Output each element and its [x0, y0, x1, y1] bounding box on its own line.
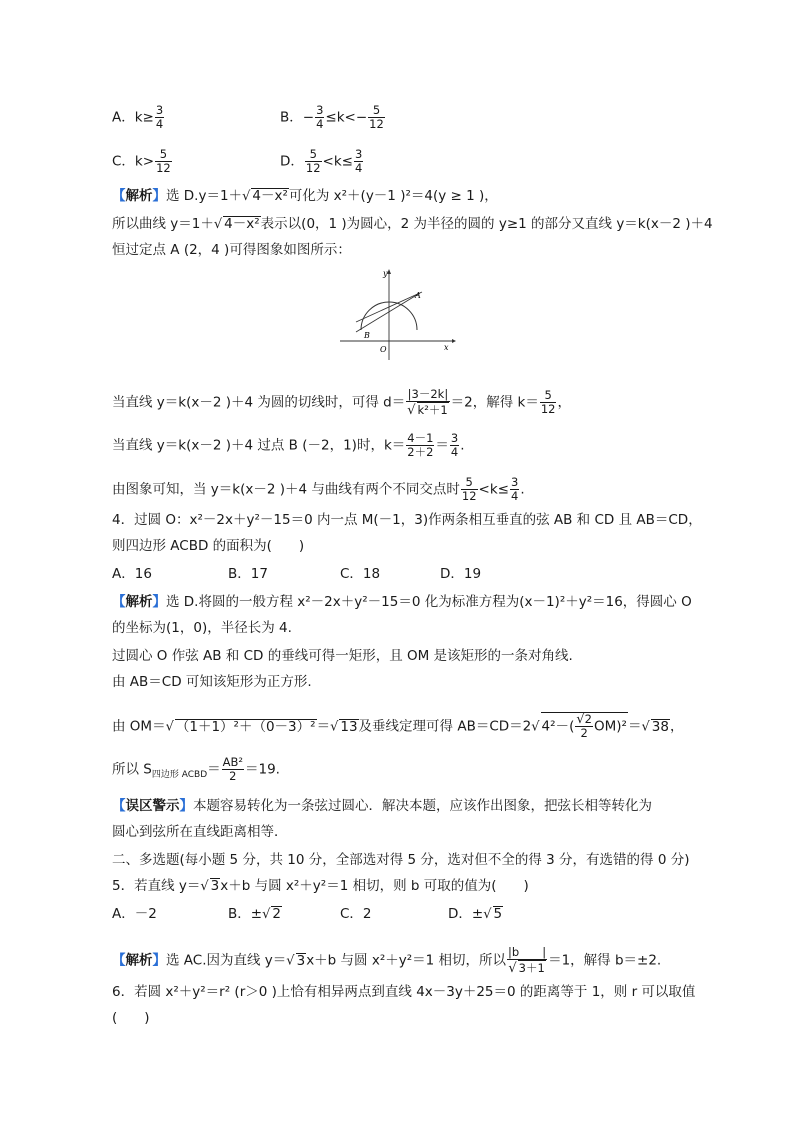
q5-analysis: 【解析】选 AC.因为直线 y＝√ 3x＋b 与圆 x²＋y²＝1 相切，所以 $\frac{|b |}{√ 3+1}$ ＝1，解得 b＝±2.	[112, 945, 662, 976]
q3-option-c: C．k> $\frac{5}{12}$	[112, 147, 171, 175]
analysis-tag: 【解析】	[112, 952, 166, 969]
analysis-tag: 【解析】	[112, 188, 166, 204]
q4-analysis-line1: 【解析】选 D.将圆的一般方程 x²－2x＋y²－15＝0 化为标准方程为(x－1)²＋y²＝16，得圆心 O	[112, 594, 692, 610]
q3-analysis-line2: 所以曲线 y＝1＋√ 4－x²表示以(0，1 )为圆心，2 为半径的圆的 y≥1 的部分又直线 y＝k(x－2 )＋4	[112, 216, 713, 232]
q6-stem-line2: ( )	[112, 1010, 150, 1026]
q3-option-d: D． $\frac{5}{12}$ <k≤ $\frac{3}{4}$	[280, 147, 363, 175]
q3-analysis-line6: 由图象可知，当 y＝k(x－2 )＋4 与曲线有两个不同交点时 $\frac{5}{12}$ <k≤ $\frac{3}{4}$ .	[112, 475, 525, 503]
q5-option-c: C．2	[340, 906, 372, 922]
q4-analysis-line3: 过圆心 O 作弦 AB 和 CD 的垂线可得一矩形，且 OM 是该矩形的一条对角线.	[112, 648, 573, 664]
q4-option-a: A．16	[112, 566, 152, 582]
q3-analysis-line1: 【解析】选 D.y＝1＋√ 4－x²可化为 x²＋(y－1 )²＝4(y ≥ 1 )，	[112, 188, 498, 204]
x-axis-arrow	[452, 339, 456, 343]
q5-option-a: A．－2	[112, 906, 157, 922]
q4-option-c: C．18	[340, 566, 381, 582]
q4-option-b: B．17	[228, 566, 268, 582]
q4-warning-line1: 【误区警示】本题容易转化为一条弦过圆心．解决本题，应该作出图象，把弦长相等转化为	[112, 798, 652, 814]
q4-option-d: D．19	[440, 566, 482, 582]
warning-tag: 【误区警示】	[112, 798, 193, 814]
q4-analysis-line4: 由 AB＝CD 可知该矩形为正方形.	[112, 674, 312, 690]
q5-option-d: D．±√ 5	[448, 906, 503, 922]
graph-label-y: y	[383, 269, 388, 278]
circle-line-graph	[340, 268, 456, 360]
q3-option-b: B．− $\frac{3}{4}$ ≤k<− $\frac{5}{12}$	[280, 103, 384, 131]
graph-label-a: A	[415, 291, 421, 300]
graph-label-b: B	[364, 331, 370, 340]
section-title-multiple-choice: 二、多选题(每小题 5 分，共 10 分，全部选对得 5 分，选对但不全的得 3 分，有选错的得 0 分)	[112, 852, 690, 868]
q3-option-a: A．k≥ $\frac{3}{4}$	[112, 103, 164, 131]
q3-analysis-line5: 当直线 y＝k(x－2 )＋4 过点 B (－2，1)时，k＝ $\frac{4-1}{2+2}$ ＝ $\frac{3}{4}$ .	[112, 431, 465, 459]
q6-stem-line1: 6．若圆 x²＋y²＝r² (r＞0 )上恰有相异两点到直线 4x－3y＋25＝0 的距离等于 1，则 r 可以取值	[112, 984, 696, 1000]
graph-label-o: O	[380, 345, 387, 354]
q3-analysis-line3: 恒过定点 A (2，4 )可得图象如图所示：	[112, 242, 351, 258]
analysis-tag: 【解析】	[112, 594, 166, 610]
q4-stem-line1: 4．过圆 O：x²－2x＋y²－15＝0 内一点 M(－1，3)作两条相互垂直的弦 AB 和 CD 且 AB＝CD，	[112, 512, 702, 528]
q4-analysis-line5: 由 OM＝√ （1＋1）²＋（0－3）²＝√ 13及垂线定理可得 AB＝CD＝2√ 4²－( $\frac{√2}{2}$ OM)²＝√ 38，	[112, 712, 684, 740]
q5-stem: 5．若直线 y＝√ 3x＋b 与圆 x²＋y²＝1 相切，则 b 可取的值为( )	[112, 878, 529, 894]
y-axis-arrow	[387, 269, 391, 274]
q4-warning-line2: 圆心到弦所在直线距离相等．	[112, 824, 288, 840]
q4-stem-line2: 则四边形 ACBD 的面积为( )	[112, 538, 305, 554]
graph-label-x: x	[444, 343, 449, 352]
q4-analysis-line6: 所以 $S_{四边形 ACBD}=$ $\frac{\text{AB²}}{2}$ ＝19.	[112, 755, 280, 783]
q5-option-b: B．±√ 2	[228, 906, 281, 922]
q4-analysis-line2: 的坐标为(1，0)，半径长为 4.	[112, 620, 292, 636]
q3-analysis-line4: 当直线 y＝k(x－2 )＋4 为圆的切线时，可得 d＝ $\frac{|3-2k|}{\text{√ k²＋1}}$ ＝2，解得 k＝ $\frac{5}{12}$ ，	[112, 387, 571, 418]
